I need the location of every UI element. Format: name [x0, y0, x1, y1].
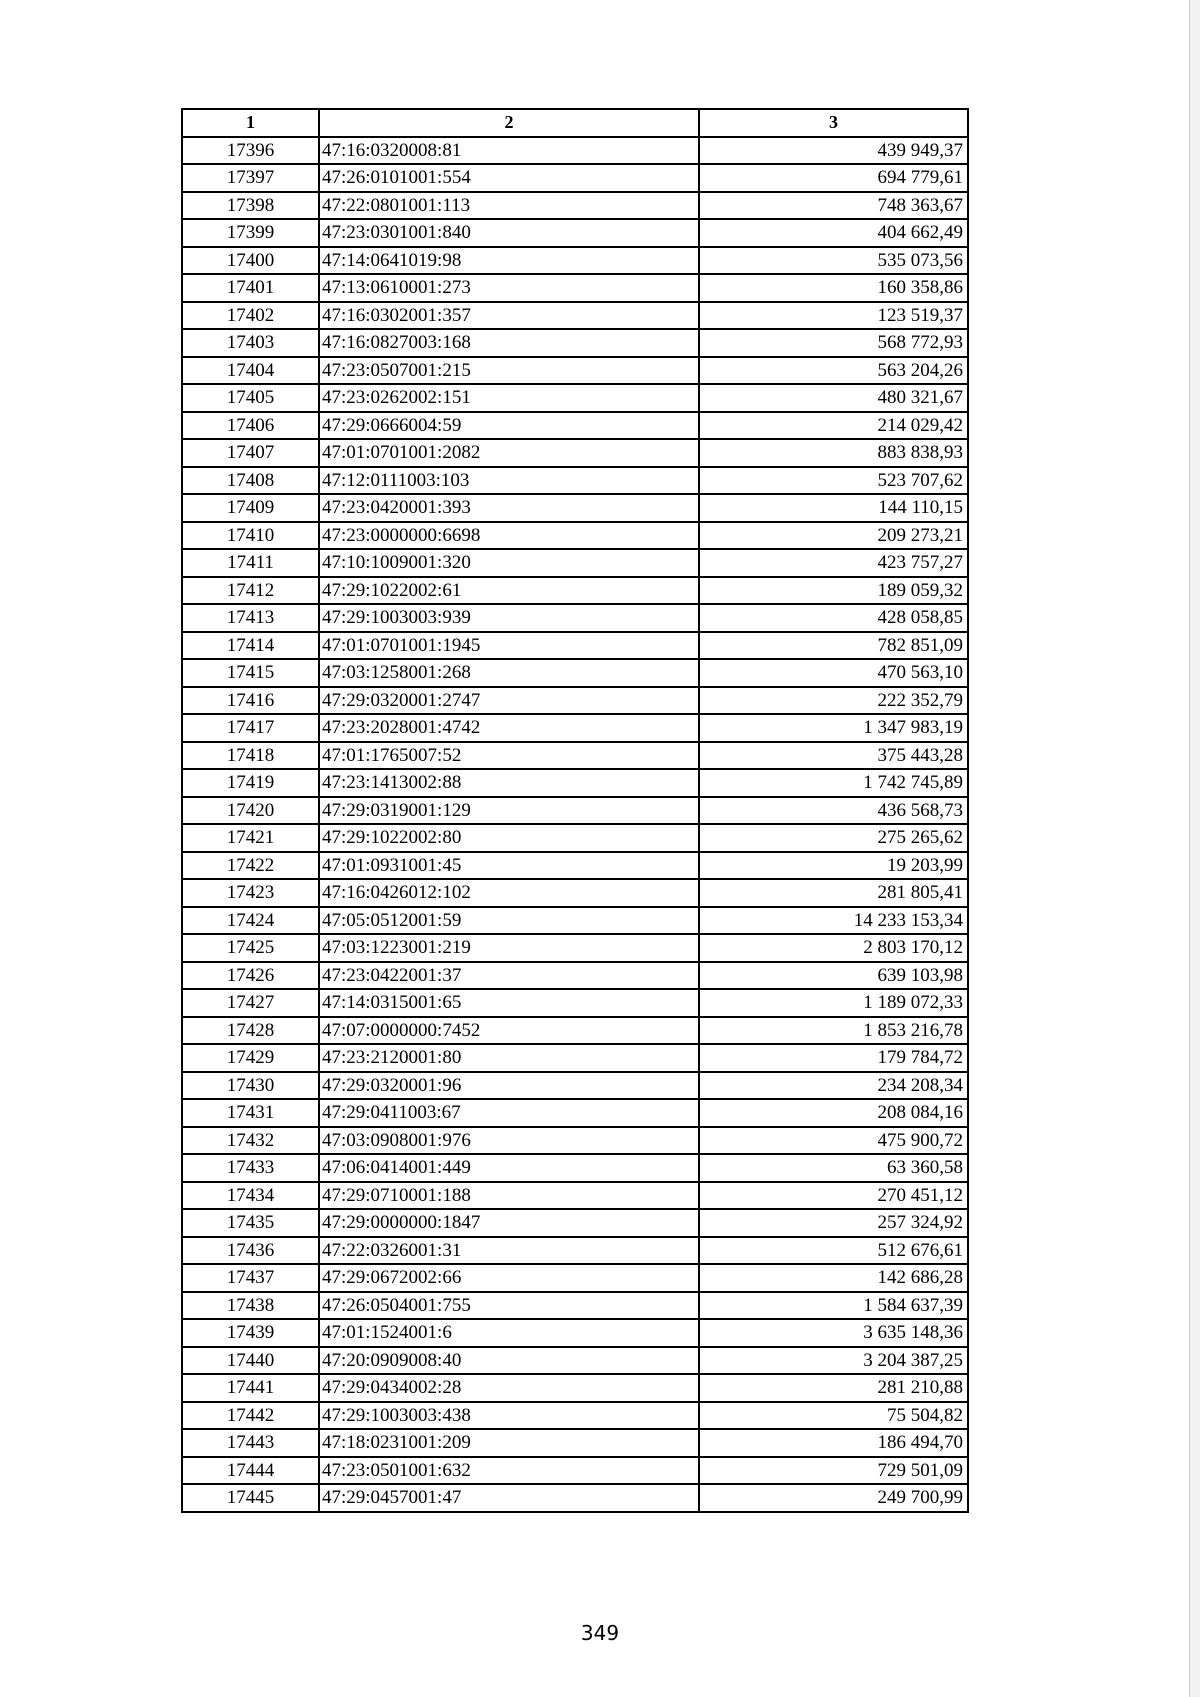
table-row [182, 907, 968, 935]
table-row [182, 467, 968, 495]
row-number-cell: 17424 [182, 907, 319, 935]
value-cell: 883 838,93 [699, 439, 968, 467]
registry-table [181, 108, 969, 1513]
row-number-cell: 17442 [182, 1402, 319, 1430]
table-row [182, 687, 968, 715]
table-row [182, 577, 968, 605]
row-number-cell: 17418 [182, 742, 319, 770]
table-row [182, 1457, 968, 1485]
cadastral-number-cell: 47:03:1223001:219 [319, 934, 699, 962]
row-number-cell: 17397 [182, 164, 319, 192]
row-number-cell: 17430 [182, 1072, 319, 1100]
value-cell: 19 203,99 [699, 852, 968, 880]
row-number-cell: 17401 [182, 274, 319, 302]
value-cell: 249 700,99 [699, 1484, 968, 1512]
table-row [182, 1154, 968, 1182]
table-row [182, 164, 968, 192]
cadastral-number-cell: 47:03:1258001:268 [319, 659, 699, 687]
table-row [182, 1347, 968, 1375]
value-cell: 1 189 072,33 [699, 989, 968, 1017]
row-number-cell: 17410 [182, 522, 319, 550]
table-row [182, 522, 968, 550]
value-cell: 2 803 170,12 [699, 934, 968, 962]
cadastral-number-cell: 47:10:1009001:320 [319, 549, 699, 577]
page-number: 349 [580, 1621, 620, 1645]
value-cell: 535 073,56 [699, 247, 968, 275]
value-cell: 782 851,09 [699, 632, 968, 660]
cadastral-number-cell: 47:29:0000000:1847 [319, 1209, 699, 1237]
column-header-3: 3 [699, 109, 968, 137]
cadastral-number-cell: 47:26:0504001:755 [319, 1292, 699, 1320]
row-number-cell: 17420 [182, 797, 319, 825]
row-number-cell: 17402 [182, 302, 319, 330]
row-number-cell: 17411 [182, 549, 319, 577]
row-number-cell: 17422 [182, 852, 319, 880]
value-cell: 428 058,85 [699, 604, 968, 632]
row-number-cell: 17444 [182, 1457, 319, 1485]
row-number-cell: 17396 [182, 137, 319, 165]
cadastral-number-cell: 47:23:0301001:840 [319, 219, 699, 247]
row-number-cell: 17423 [182, 879, 319, 907]
value-cell: 189 059,32 [699, 577, 968, 605]
cadastral-number-cell: 47:14:0315001:65 [319, 989, 699, 1017]
value-cell: 209 273,21 [699, 522, 968, 550]
value-cell: 3 204 387,25 [699, 1347, 968, 1375]
value-cell: 639 103,98 [699, 962, 968, 990]
row-number-cell: 17405 [182, 384, 319, 412]
value-cell: 568 772,93 [699, 329, 968, 357]
value-cell: 512 676,61 [699, 1237, 968, 1265]
row-number-cell: 17417 [182, 714, 319, 742]
value-cell: 523 707,62 [699, 467, 968, 495]
cadastral-number-cell: 47:29:0457001:47 [319, 1484, 699, 1512]
value-cell: 1 853 216,78 [699, 1017, 968, 1045]
cadastral-number-cell: 47:29:0320001:2747 [319, 687, 699, 715]
table-row [182, 934, 968, 962]
table-row [182, 384, 968, 412]
row-number-cell: 17427 [182, 989, 319, 1017]
table-row [182, 1127, 968, 1155]
table-row [182, 137, 968, 165]
cadastral-number-cell: 47:29:0434002:28 [319, 1374, 699, 1402]
cadastral-number-cell: 47:29:1022002:61 [319, 577, 699, 605]
value-cell: 63 360,58 [699, 1154, 968, 1182]
table-row [182, 1099, 968, 1127]
table-row [182, 989, 968, 1017]
table-row [182, 1264, 968, 1292]
table-row [182, 962, 968, 990]
row-number-cell: 17434 [182, 1182, 319, 1210]
row-number-cell: 17436 [182, 1237, 319, 1265]
row-number-cell: 17407 [182, 439, 319, 467]
cadastral-number-cell: 47:07:0000000:7452 [319, 1017, 699, 1045]
value-cell: 123 519,37 [699, 302, 968, 330]
value-cell: 275 265,62 [699, 824, 968, 852]
table-row [182, 412, 968, 440]
table-row [182, 1429, 968, 1457]
value-cell: 480 321,67 [699, 384, 968, 412]
cadastral-number-cell: 47:16:0827003:168 [319, 329, 699, 357]
cadastral-number-cell: 47:29:0666004:59 [319, 412, 699, 440]
table-row [182, 192, 968, 220]
cadastral-number-cell: 47:20:0909008:40 [319, 1347, 699, 1375]
value-cell: 186 494,70 [699, 1429, 968, 1457]
value-cell: 436 568,73 [699, 797, 968, 825]
value-cell: 75 504,82 [699, 1402, 968, 1430]
row-number-cell: 17441 [182, 1374, 319, 1402]
value-cell: 470 563,10 [699, 659, 968, 687]
table-row [182, 824, 968, 852]
table-row [182, 439, 968, 467]
cadastral-number-cell: 47:16:0426012:102 [319, 879, 699, 907]
table-header [182, 109, 968, 137]
table-row [182, 1292, 968, 1320]
row-number-cell: 17426 [182, 962, 319, 990]
value-cell: 270 451,12 [699, 1182, 968, 1210]
row-number-cell: 17413 [182, 604, 319, 632]
column-header-1: 1 [182, 109, 319, 137]
value-cell: 1 742 745,89 [699, 769, 968, 797]
value-cell: 563 204,26 [699, 357, 968, 385]
value-cell: 208 084,16 [699, 1099, 968, 1127]
value-cell: 222 352,79 [699, 687, 968, 715]
cadastral-number-cell: 47:23:0420001:393 [319, 494, 699, 522]
table-row [182, 274, 968, 302]
table-row [182, 1017, 968, 1045]
row-number-cell: 17400 [182, 247, 319, 275]
table-row [182, 549, 968, 577]
cadastral-number-cell: 47:26:0101001:554 [319, 164, 699, 192]
cadastral-number-cell: 47:01:0701001:1945 [319, 632, 699, 660]
value-cell: 214 029,42 [699, 412, 968, 440]
cadastral-number-cell: 47:14:0641019:98 [319, 247, 699, 275]
cadastral-number-cell: 47:22:0326001:31 [319, 1237, 699, 1265]
cadastral-number-cell: 47:23:1413002:88 [319, 769, 699, 797]
table-row [182, 1072, 968, 1100]
cadastral-number-cell: 47:03:0908001:976 [319, 1127, 699, 1155]
table-row [182, 742, 968, 770]
cadastral-number-cell: 47:01:1524001:6 [319, 1319, 699, 1347]
table-row [182, 329, 968, 357]
row-number-cell: 17440 [182, 1347, 319, 1375]
table-row [182, 1044, 968, 1072]
cadastral-number-cell: 47:16:0320008:81 [319, 137, 699, 165]
value-cell: 439 949,37 [699, 137, 968, 165]
row-number-cell: 17429 [182, 1044, 319, 1072]
table-row [182, 1209, 968, 1237]
row-number-cell: 17419 [182, 769, 319, 797]
row-number-cell: 17414 [182, 632, 319, 660]
row-number-cell: 17421 [182, 824, 319, 852]
value-cell: 423 757,27 [699, 549, 968, 577]
value-cell: 281 210,88 [699, 1374, 968, 1402]
table-row [182, 632, 968, 660]
page-edge-scrollbar [1189, 0, 1200, 1697]
table-row [182, 852, 968, 880]
table-row [182, 659, 968, 687]
cadastral-number-cell: 47:29:0411003:67 [319, 1099, 699, 1127]
cadastral-number-cell: 47:23:2028001:4742 [319, 714, 699, 742]
cadastral-number-cell: 47:23:2120001:80 [319, 1044, 699, 1072]
value-cell: 404 662,49 [699, 219, 968, 247]
table-row [182, 219, 968, 247]
value-cell: 281 805,41 [699, 879, 968, 907]
cadastral-number-cell: 47:23:0507001:215 [319, 357, 699, 385]
row-number-cell: 17435 [182, 1209, 319, 1237]
value-cell: 179 784,72 [699, 1044, 968, 1072]
table-row [182, 1484, 968, 1512]
row-number-cell: 17433 [182, 1154, 319, 1182]
value-cell: 748 363,67 [699, 192, 968, 220]
cadastral-number-cell: 47:05:0512001:59 [319, 907, 699, 935]
value-cell: 375 443,28 [699, 742, 968, 770]
cadastral-number-cell: 47:29:0319001:129 [319, 797, 699, 825]
value-cell: 234 208,34 [699, 1072, 968, 1100]
row-number-cell: 17408 [182, 467, 319, 495]
value-cell: 475 900,72 [699, 1127, 968, 1155]
cadastral-number-cell: 47:23:0262002:151 [319, 384, 699, 412]
cadastral-number-cell: 47:29:0710001:188 [319, 1182, 699, 1210]
table-row [182, 357, 968, 385]
row-number-cell: 17406 [182, 412, 319, 440]
row-number-cell: 17438 [182, 1292, 319, 1320]
cadastral-number-cell: 47:01:1765007:52 [319, 742, 699, 770]
table-row [182, 302, 968, 330]
row-number-cell: 17399 [182, 219, 319, 247]
value-cell: 257 324,92 [699, 1209, 968, 1237]
table-row [182, 714, 968, 742]
cadastral-number-cell: 47:01:0701001:2082 [319, 439, 699, 467]
value-cell: 1 347 983,19 [699, 714, 968, 742]
cadastral-number-cell: 47:01:0931001:45 [319, 852, 699, 880]
row-number-cell: 17409 [182, 494, 319, 522]
row-number-cell: 17439 [182, 1319, 319, 1347]
cadastral-number-cell: 47:16:0302001:357 [319, 302, 699, 330]
cadastral-number-cell: 47:23:0000000:6698 [319, 522, 699, 550]
table-row [182, 1402, 968, 1430]
row-number-cell: 17404 [182, 357, 319, 385]
row-number-cell: 17416 [182, 687, 319, 715]
row-number-cell: 17445 [182, 1484, 319, 1512]
row-number-cell: 17412 [182, 577, 319, 605]
cadastral-number-cell: 47:29:1003003:438 [319, 1402, 699, 1430]
value-cell: 142 686,28 [699, 1264, 968, 1292]
row-number-cell: 17437 [182, 1264, 319, 1292]
cadastral-number-cell: 47:23:0422001:37 [319, 962, 699, 990]
header-row [182, 109, 968, 137]
cadastral-number-cell: 47:06:0414001:449 [319, 1154, 699, 1182]
cadastral-number-cell: 47:29:1022002:80 [319, 824, 699, 852]
table-row [182, 1319, 968, 1347]
row-number-cell: 17443 [182, 1429, 319, 1457]
table-row [182, 604, 968, 632]
row-number-cell: 17432 [182, 1127, 319, 1155]
column-header-2: 2 [319, 109, 699, 137]
cadastral-number-cell: 47:29:0320001:96 [319, 1072, 699, 1100]
table-row [182, 247, 968, 275]
row-number-cell: 17425 [182, 934, 319, 962]
value-cell: 729 501,09 [699, 1457, 968, 1485]
table-row [182, 494, 968, 522]
cadastral-number-cell: 47:29:1003003:939 [319, 604, 699, 632]
row-number-cell: 17403 [182, 329, 319, 357]
row-number-cell: 17415 [182, 659, 319, 687]
value-cell: 14 233 153,34 [699, 907, 968, 935]
value-cell: 1 584 637,39 [699, 1292, 968, 1320]
row-number-cell: 17398 [182, 192, 319, 220]
table-row [182, 879, 968, 907]
row-number-cell: 17428 [182, 1017, 319, 1045]
cadastral-number-cell: 47:13:0610001:273 [319, 274, 699, 302]
cadastral-number-cell: 47:12:0111003:103 [319, 467, 699, 495]
table-row [182, 769, 968, 797]
row-number-cell: 17431 [182, 1099, 319, 1127]
cadastral-number-cell: 47:23:0501001:632 [319, 1457, 699, 1485]
table-row [182, 797, 968, 825]
cadastral-number-cell: 47:18:0231001:209 [319, 1429, 699, 1457]
table-body [182, 137, 968, 1512]
value-cell: 144 110,15 [699, 494, 968, 522]
value-cell: 694 779,61 [699, 164, 968, 192]
cadastral-number-cell: 47:22:0801001:113 [319, 192, 699, 220]
cadastral-number-cell: 47:29:0672002:66 [319, 1264, 699, 1292]
value-cell: 160 358,86 [699, 274, 968, 302]
table-row [182, 1374, 968, 1402]
value-cell: 3 635 148,36 [699, 1319, 968, 1347]
table-row [182, 1182, 968, 1210]
table-row [182, 1237, 968, 1265]
